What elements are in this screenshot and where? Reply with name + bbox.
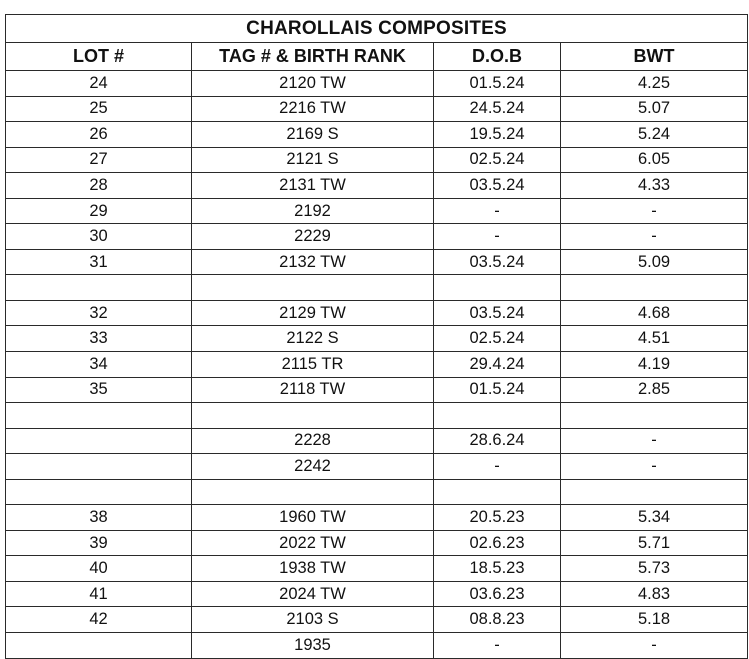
dob-cell: 02.5.24 xyxy=(434,147,561,173)
bwt-cell: 5.34 xyxy=(561,505,748,531)
dob-cell xyxy=(434,275,561,301)
bwt-cell: 4.83 xyxy=(561,581,748,607)
dob-cell: 02.5.24 xyxy=(434,326,561,352)
tag-cell: 1960 TW xyxy=(192,505,434,531)
tag-cell: 2229 xyxy=(192,224,434,250)
tag-cell: 1935 xyxy=(192,633,434,659)
table-row xyxy=(6,428,748,454)
lot-cell xyxy=(6,479,192,505)
table-row xyxy=(6,71,748,97)
table-row xyxy=(6,147,748,173)
lot-cell: 42 xyxy=(6,607,192,633)
table-row xyxy=(6,403,748,429)
lot-cell: 39 xyxy=(6,530,192,556)
lot-cell: 38 xyxy=(6,505,192,531)
tag-cell: 2216 TW xyxy=(192,96,434,122)
dob-cell xyxy=(434,403,561,429)
header-row xyxy=(6,43,748,71)
bwt-cell: - xyxy=(561,198,748,224)
tag-cell: 1938 TW xyxy=(192,556,434,582)
table-row xyxy=(6,352,748,378)
column-header-tag: TAG # & BIRTH RANK xyxy=(192,43,434,71)
tag-cell: 2024 TW xyxy=(192,581,434,607)
dob-cell: - xyxy=(434,454,561,480)
lot-cell xyxy=(6,454,192,480)
table-row xyxy=(6,198,748,224)
table-row xyxy=(6,607,748,633)
lot-cell: 25 xyxy=(6,96,192,122)
dob-cell: 03.5.24 xyxy=(434,300,561,326)
dob-cell: - xyxy=(434,198,561,224)
lot-cell: 33 xyxy=(6,326,192,352)
dob-cell: - xyxy=(434,224,561,250)
lot-cell: 32 xyxy=(6,300,192,326)
dob-cell: 02.6.23 xyxy=(434,530,561,556)
lot-cell: 34 xyxy=(6,352,192,378)
column-header-lot: LOT # xyxy=(6,43,192,71)
table-row xyxy=(6,300,748,326)
tag-cell: 2122 S xyxy=(192,326,434,352)
tag-cell: 2169 S xyxy=(192,122,434,148)
dob-cell: 01.5.24 xyxy=(434,71,561,97)
dob-cell: 19.5.24 xyxy=(434,122,561,148)
bwt-cell: 4.25 xyxy=(561,71,748,97)
dob-cell: 20.5.23 xyxy=(434,505,561,531)
lot-cell: 41 xyxy=(6,581,192,607)
lot-cell xyxy=(6,428,192,454)
table-row xyxy=(6,275,748,301)
lot-cell: 30 xyxy=(6,224,192,250)
bwt-cell: 5.71 xyxy=(561,530,748,556)
table-row xyxy=(6,556,748,582)
table-title: CHAROLLAIS COMPOSITES xyxy=(6,15,748,43)
bwt-cell: - xyxy=(561,633,748,659)
tag-cell: 2120 TW xyxy=(192,71,434,97)
tag-cell xyxy=(192,403,434,429)
column-header-dob: D.O.B xyxy=(434,43,561,71)
tag-cell: 2022 TW xyxy=(192,530,434,556)
dob-cell: 03.5.24 xyxy=(434,249,561,275)
table-row xyxy=(6,173,748,199)
dob-cell: 18.5.23 xyxy=(434,556,561,582)
lot-cell: 40 xyxy=(6,556,192,582)
tag-cell xyxy=(192,479,434,505)
bwt-cell: 5.09 xyxy=(561,249,748,275)
lot-table xyxy=(5,14,748,659)
bwt-cell xyxy=(561,275,748,301)
table-body xyxy=(6,71,748,659)
dob-cell: 03.6.23 xyxy=(434,581,561,607)
table-row xyxy=(6,96,748,122)
table-row xyxy=(6,326,748,352)
tag-cell: 2228 xyxy=(192,428,434,454)
dob-cell: 28.6.24 xyxy=(434,428,561,454)
dob-cell: 29.4.24 xyxy=(434,352,561,378)
bwt-cell: 6.05 xyxy=(561,147,748,173)
bwt-cell: 5.24 xyxy=(561,122,748,148)
column-header-bwt: BWT xyxy=(561,43,748,71)
table-row xyxy=(6,530,748,556)
bwt-cell: - xyxy=(561,224,748,250)
tag-cell: 2132 TW xyxy=(192,249,434,275)
dob-cell: 08.8.23 xyxy=(434,607,561,633)
lot-cell: 24 xyxy=(6,71,192,97)
table-row xyxy=(6,224,748,250)
tag-cell: 2118 TW xyxy=(192,377,434,403)
lot-table-container xyxy=(5,14,747,659)
bwt-cell: 4.68 xyxy=(561,300,748,326)
bwt-cell: 5.73 xyxy=(561,556,748,582)
bwt-cell xyxy=(561,403,748,429)
lot-cell: 31 xyxy=(6,249,192,275)
tag-cell: 2115 TR xyxy=(192,352,434,378)
tag-cell xyxy=(192,275,434,301)
dob-cell xyxy=(434,479,561,505)
tag-cell: 2129 TW xyxy=(192,300,434,326)
table-row xyxy=(6,377,748,403)
bwt-cell: 4.33 xyxy=(561,173,748,199)
tag-cell: 2242 xyxy=(192,454,434,480)
lot-cell: 26 xyxy=(6,122,192,148)
lot-cell xyxy=(6,275,192,301)
table-row xyxy=(6,633,748,659)
bwt-cell: - xyxy=(561,454,748,480)
tag-cell: 2103 S xyxy=(192,607,434,633)
bwt-cell: 4.51 xyxy=(561,326,748,352)
dob-cell: 03.5.24 xyxy=(434,173,561,199)
lot-cell: 29 xyxy=(6,198,192,224)
bwt-cell xyxy=(561,479,748,505)
table-row xyxy=(6,505,748,531)
lot-cell xyxy=(6,633,192,659)
bwt-cell: 2.85 xyxy=(561,377,748,403)
lot-cell xyxy=(6,403,192,429)
table-row xyxy=(6,479,748,505)
table-row xyxy=(6,249,748,275)
bwt-cell: 5.07 xyxy=(561,96,748,122)
dob-cell: - xyxy=(434,633,561,659)
lot-cell: 35 xyxy=(6,377,192,403)
lot-cell: 28 xyxy=(6,173,192,199)
table-row xyxy=(6,581,748,607)
table-row xyxy=(6,454,748,480)
lot-cell: 27 xyxy=(6,147,192,173)
bwt-cell: - xyxy=(561,428,748,454)
bwt-cell: 4.19 xyxy=(561,352,748,378)
dob-cell: 01.5.24 xyxy=(434,377,561,403)
tag-cell: 2192 xyxy=(192,198,434,224)
dob-cell: 24.5.24 xyxy=(434,96,561,122)
tag-cell: 2121 S xyxy=(192,147,434,173)
table-row xyxy=(6,122,748,148)
tag-cell: 2131 TW xyxy=(192,173,434,199)
bwt-cell: 5.18 xyxy=(561,607,748,633)
